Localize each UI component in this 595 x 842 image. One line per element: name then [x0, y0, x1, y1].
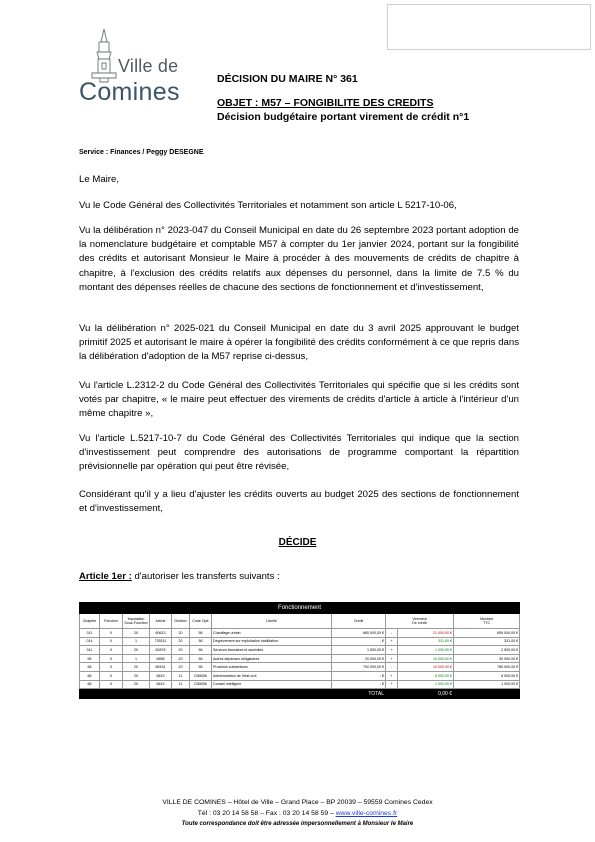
cell-chapitre: 66: [80, 680, 100, 689]
cell-article: 6615: [150, 671, 172, 680]
paragraph-deliberation-2025: Vu la délibération n° 2025-021 du Conseil Municipal en date du 3 avril 2025 approuvant le budget primitif 2025 et autorisant le maire à opérer la fongibilité des crédits conformément à ce que repris dans la délibération d'adoption de la M57 reprise ci-dessus,: [79, 323, 519, 363]
paragraph-le-maire: Le Maire,: [79, 174, 119, 185]
cell-gestion: 20: [172, 629, 190, 638]
table-row: [80, 663, 520, 672]
cell-chapitre: 011: [80, 646, 100, 655]
service-line: Service : Finances / Peggy DESEGNE: [79, 149, 204, 156]
cell-sign: +: [386, 671, 398, 680]
cell-montant: 331,00 €: [454, 637, 520, 646]
col-header-montant: Montant TTC: [454, 614, 520, 629]
logo-text-ville: Ville de: [118, 56, 179, 76]
cell-fonction: 0: [100, 646, 123, 655]
cell-sous-fonction: 20: [123, 680, 150, 689]
cell-sign: +: [386, 646, 398, 655]
decision-title: DÉCISION DU MAIRE N° 361: [217, 73, 358, 85]
objet-subtitle: Décision budgétaire portant virement de crédit n°1: [217, 111, 470, 123]
cell-fonction: 0: [100, 629, 123, 638]
cell-code-ope: 56: [190, 637, 212, 646]
footer-notice: Toute correspondance doit être adressée impersonnellement à Monsieur le Maire: [181, 821, 414, 827]
table-row: [80, 646, 520, 655]
objet-label: OBJET :: [217, 97, 259, 109]
cell-code-ope: DIDB06: [190, 680, 212, 689]
cell-fonction: 0: [100, 654, 123, 663]
paragraph-considerant: Considérant qu'il y a lieu d'ajuster les crédits ouverts au budget 2025 des sections de fonctionnement et d'investissement,: [79, 489, 519, 515]
cell-virement: 1 000,00 €: [398, 680, 454, 689]
cell-sous-fonction: 20: [123, 671, 150, 680]
col-header-virement: Virement De crédit: [386, 614, 454, 629]
table-row: [80, 654, 520, 663]
cell-credit: 1 500,00 €: [332, 646, 386, 655]
cell-montant: 1 000,00 €: [454, 680, 520, 689]
cell-libelle: Provision subventions: [212, 663, 332, 672]
col-header-article: Article: [150, 614, 172, 629]
cell-sign: -: [386, 629, 398, 638]
cell-fonction: 0: [100, 680, 123, 689]
footer-contact: [0, 810, 595, 817]
cell-fonction: 0: [100, 671, 123, 680]
cell-gestion: 11: [172, 680, 190, 689]
cell-code-ope: 56: [190, 654, 212, 663]
objet-text: M57 – FONGIBILITE DES CREDITS: [258, 97, 434, 109]
cell-credit: - €: [332, 637, 386, 646]
cell-article: 6558: [150, 654, 172, 663]
cell-chapitre: 66: [80, 671, 100, 680]
cell-article: 60613: [150, 629, 172, 638]
cell-code-ope: 56: [190, 646, 212, 655]
cell-code-ope: 56: [190, 663, 212, 672]
cell-chapitre: 68: [80, 663, 100, 672]
table-row: [80, 680, 520, 689]
cell-libelle: Chauffage urbain: [212, 629, 332, 638]
cell-credit: - €: [332, 671, 386, 680]
paragraph-vu-code: Vu le Code Général des Collectivités Territoriales et notamment son article L 5217-10-06,: [79, 200, 457, 211]
cell-credit: - €: [332, 680, 386, 689]
cell-montant: 30 000,00 €: [454, 654, 520, 663]
imputation-label: Imputation: [127, 617, 145, 621]
cell-chapitre: 011: [80, 629, 100, 638]
cell-chapitre: 65: [80, 654, 100, 663]
cell-sous-fonction: 1: [123, 654, 150, 663]
cell-virement: 331,00 €: [398, 637, 454, 646]
article-1-text: d'autoriser les transferts suivants :: [131, 571, 280, 582]
cell-virement: 8 000,00 €: [398, 671, 454, 680]
cell-credit: 790 000,00 €: [332, 663, 386, 672]
cell-sign: +: [386, 637, 398, 646]
website-link[interactable]: www.ville-comines.fr: [335, 810, 398, 817]
cell-virement: 10 000,00 €: [398, 654, 454, 663]
cell-sign: +: [386, 680, 398, 689]
paragraph-deliberation-2023: Vu la délibération n° 2023-047 du Conseil Municipal en date du 26 septembre 2023 portant adoption de la nomenclature budgétaire et comptable M57 à compter du 1er janvier 2024, portant sur la fongibilité des crédits et autorisant Monsieur le Maire à procéder à des mouvements de crédits de chapitre à chapitre, à l'exclusion des crédits relatifs aux dépenses du personnel, dans la limite de 7.5 % du montant des dépenses réelles de chacune des sections de fonctionnement et d'investissement,: [79, 225, 519, 293]
logo-text-comines: Comines: [79, 78, 180, 106]
cell-fonction: 0: [100, 663, 123, 672]
cell-montant: 659 000,00 €: [454, 629, 520, 638]
cell-credit: 20 000,00 €: [332, 654, 386, 663]
cell-gestion: 20: [172, 663, 190, 672]
cell-montant: 2 500,00 €: [454, 646, 520, 655]
cell-gestion: 20: [172, 646, 190, 655]
col-header-chapitre: Chapitre: [80, 614, 100, 629]
cell-sign: -: [386, 663, 398, 672]
cell-article: 739211: [150, 637, 172, 646]
cell-montant: 8 000,00 €: [454, 671, 520, 680]
cell-sous-fonction: 20: [123, 629, 150, 638]
cell-sous-fonction: 20: [123, 646, 150, 655]
cell-credit: 680 000,00 €: [332, 629, 386, 638]
paragraph-article-l5217: Vu l'article L.5217-10-7 du Code Général des Collectivités Territoriales qui indique que la section d'investissement peut comprendre des autorisations de programme comportant la répartition prévisionnelle par opération qui peut être révisée,: [79, 433, 519, 473]
total-value: 0,00 €: [386, 689, 454, 699]
cell-virement: 1 000,00 €: [398, 646, 454, 655]
cell-gestion: 11: [172, 671, 190, 680]
table-row: [80, 629, 520, 638]
table-row: [80, 671, 520, 680]
cell-sous-fonction: 1: [123, 637, 150, 646]
total-empty: [454, 689, 520, 699]
cell-chapitre: 014: [80, 637, 100, 646]
col-header-code-ope: Code Opé: [190, 614, 212, 629]
cell-code-ope: 56: [190, 629, 212, 638]
reception-stamp-box: [387, 4, 591, 50]
cell-fonction: 0: [100, 637, 123, 646]
transfers-table: [79, 602, 520, 699]
table-row: [80, 637, 520, 646]
cell-libelle: Administration de l'état-civil: [212, 671, 332, 680]
col-header-fonction: Fonction: [100, 614, 123, 629]
cell-montant: 780 000,00 €: [454, 663, 520, 672]
col-header-libelle: Libellé: [212, 614, 332, 629]
paragraph-article-l2312: Vu l'article L.2312-2 du Code Général des Collectivités Territoriales qui spécifie que si les crédits sont votés par chapitre, « le maire peut effectuer des virements de crédits d'article à article à l'intérieur d'un même chapitre »,: [79, 380, 519, 420]
cell-libelle: Services bancaires et assimilés: [212, 646, 332, 655]
cell-sous-fonction: 20: [123, 663, 150, 672]
cell-virement: 10 000,00 €: [398, 663, 454, 672]
footer-phone: Tél : 03 20 14 58 58 – Fax : 03 20 14 58 59 –: [197, 810, 336, 817]
cell-libelle: Conseil intelligent: [212, 680, 332, 689]
cell-libelle: Autres dépenses obligatoires: [212, 654, 332, 663]
objet-line: [217, 97, 433, 109]
cell-sign: +: [386, 654, 398, 663]
article-1-label: Article 1er :: [79, 571, 132, 582]
article-1: [79, 571, 280, 582]
col-header-gestion: Gestion: [172, 614, 190, 629]
cell-gestion: 20: [172, 654, 190, 663]
cell-article: 62878: [150, 646, 172, 655]
cell-article: 6615: [150, 680, 172, 689]
cell-virement: 21 000,00 €: [398, 629, 454, 638]
total-label: TOTAL: [80, 689, 386, 699]
footer-address: VILLE DE COMINES – Hôtel de Ville – Grand Place – BP 20039 – 59559 Comines Cedex: [162, 799, 433, 806]
col-header-sous-fonction: Imputation Sous-Fonction: [123, 614, 150, 629]
cell-libelle: Dégrèvement sur exploitation habilitation: [212, 637, 332, 646]
table-section-title: Fonctionnement: [80, 603, 520, 614]
cell-gestion: 20: [172, 637, 190, 646]
col-header-credit: Crédit: [332, 614, 386, 629]
cell-code-ope: DIDB06: [190, 671, 212, 680]
cell-article: 68151: [150, 663, 172, 672]
decide-heading: DÉCIDE: [278, 537, 317, 548]
